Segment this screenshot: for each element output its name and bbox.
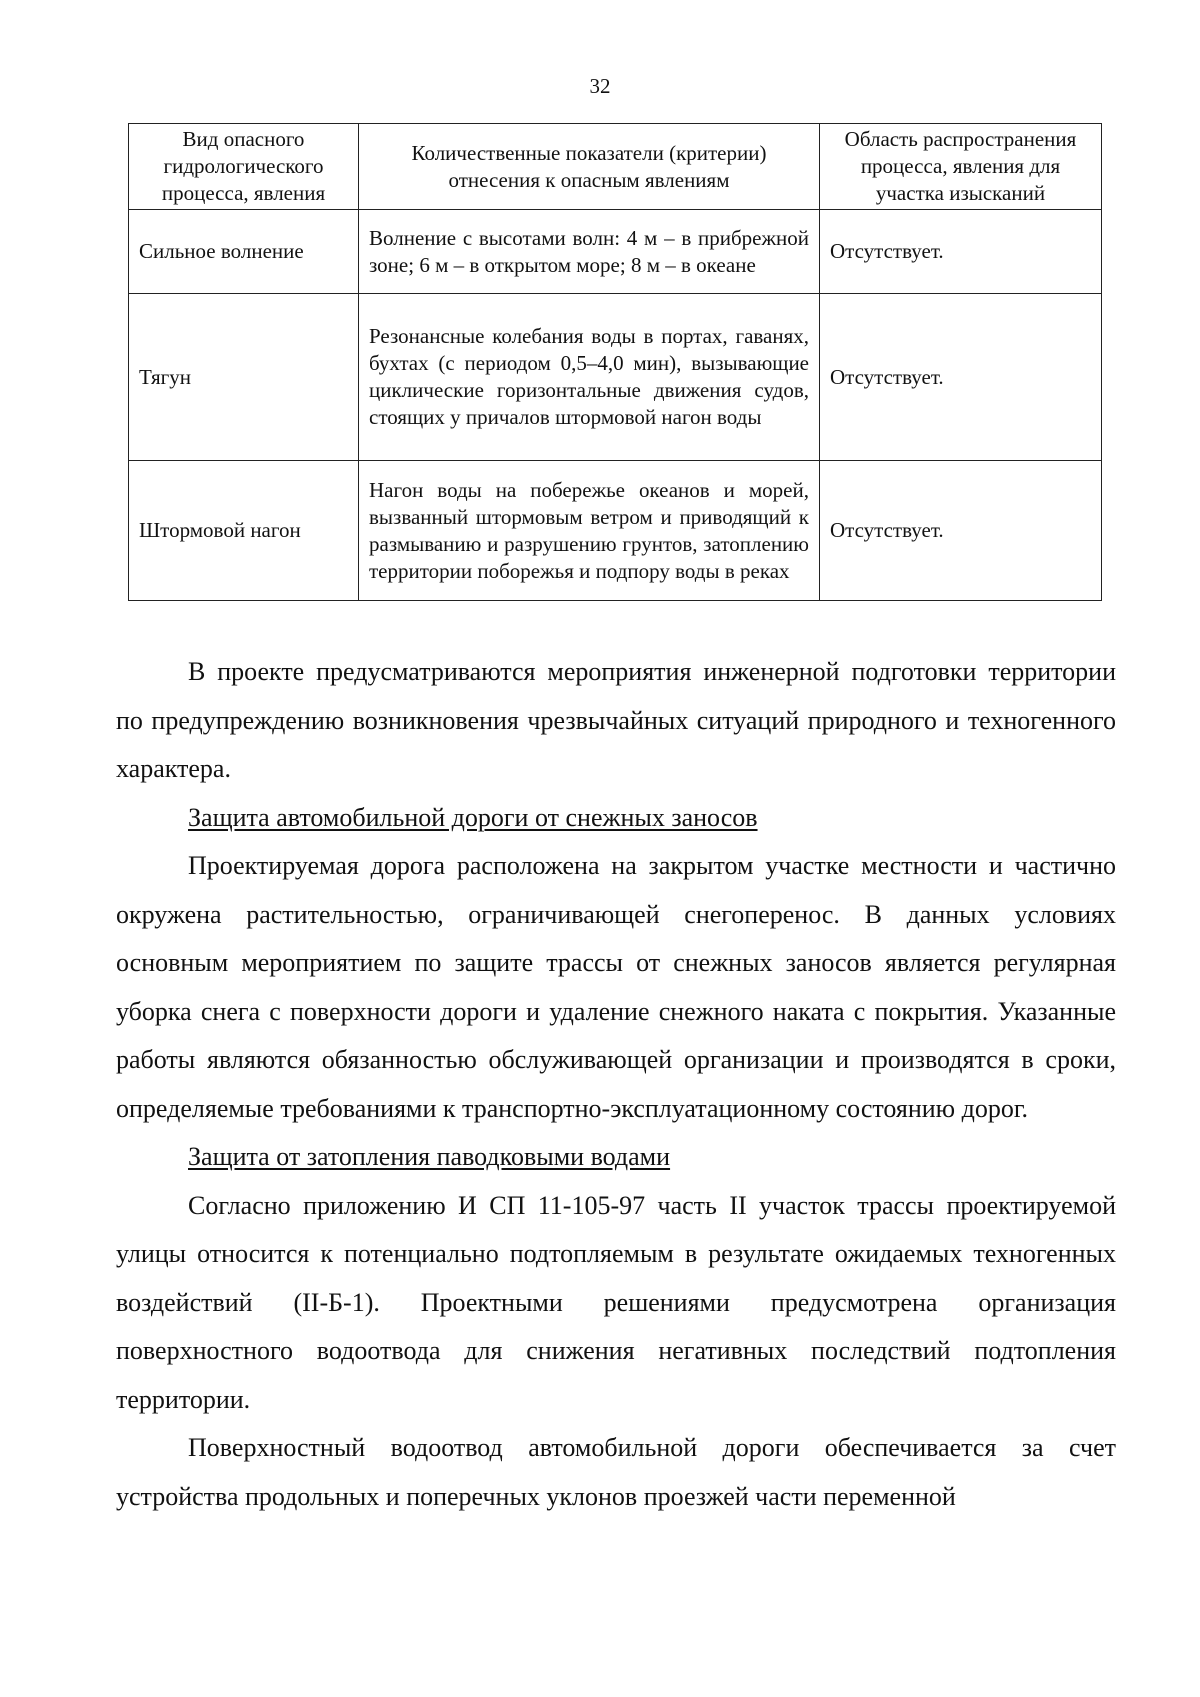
criteria-cell: Нагон воды на побережье океанов и морей, вызванный штормовым ветром и приводящий к размыванию и разрушению грунтов, затоплению территории поборежья и подпору воды в реках [359, 461, 820, 601]
header-hazard-type: Вид опасного гидрологического процесса, явления [129, 124, 359, 210]
heading-flood-protection: Защита от затопления паводковыми водами [188, 1142, 671, 1171]
hazard-name-cell: Сильное волнение [129, 210, 359, 294]
hazard-name-cell: Тягун [129, 294, 359, 461]
area-cell: Отсутствует. [820, 294, 1102, 461]
body-text [116, 648, 1116, 1521]
header-criteria: Количественные показатели (критерии) отнесения к опасным явлениям [359, 124, 820, 210]
criteria-cell: Резонансные колебания воды в портах, гаванях, бухтах (с периодом 0,5–4,0 мин), вызывающие циклические горизонтальные движения судов, стоящих у причалов штормовой нагон воды [359, 294, 820, 461]
flood-protection-paragraph: Согласно приложению И СП 11-105-97 часть II участок трассы проектируемой улицы относится к потенциально подтопляемым в результате ожидаемых техногенных воздействий (II-Б-1). Проектными решениями предусмотрена организация поверхностного водоотвода для снижения негативных последствий подтопления территории. [116, 1190, 1116, 1414]
table-row [129, 294, 1102, 461]
hazard-name-cell: Штормовой нагон [129, 461, 359, 601]
area-cell: Отсутствует. [820, 210, 1102, 294]
drainage-paragraph: Поверхностный водоотвод автомобильной дороги обеспечивается за счет устройства продольных и поперечных уклонов проезжей части переменной [116, 1433, 1116, 1511]
hazard-table [128, 123, 1102, 601]
heading-snow-protection: Защита автомобильной дороги от снежных заносов [188, 802, 758, 832]
area-cell: Отсутствует. [820, 461, 1102, 601]
header-area: Область распространения процесса, явления для участка изысканий [820, 124, 1102, 210]
page-number: 32 [589, 74, 611, 98]
table-header-row [129, 124, 1102, 210]
intro-paragraph: В проекте предусматриваются мероприятия инженерной подготовки территории по предупреждению возникновения чрезвычайных ситуаций природного и техногенного характера. [116, 657, 1116, 783]
table-row [129, 210, 1102, 294]
table-row [129, 461, 1102, 601]
snow-protection-paragraph: Проектируемая дорога расположена на закрытом участке местности и частично окружена растительностью, ограничивающей снегоперенос. В данных условиях основным мероприятием по защите трассы от снежных заносов является регулярная уборка снега с поверхности дороги и удаление снежного наката с покрытия. Указанные работы являются обязанностью обслуживающей организации и производятся в сроки, определяемые требованиями к транспортно-эксплуатационному состоянию дорог. [116, 851, 1116, 1123]
criteria-cell: Волнение с высотами волн: 4 м – в прибрежной зоне; 6 м – в открытом море; 8 м – в океане [359, 210, 820, 294]
